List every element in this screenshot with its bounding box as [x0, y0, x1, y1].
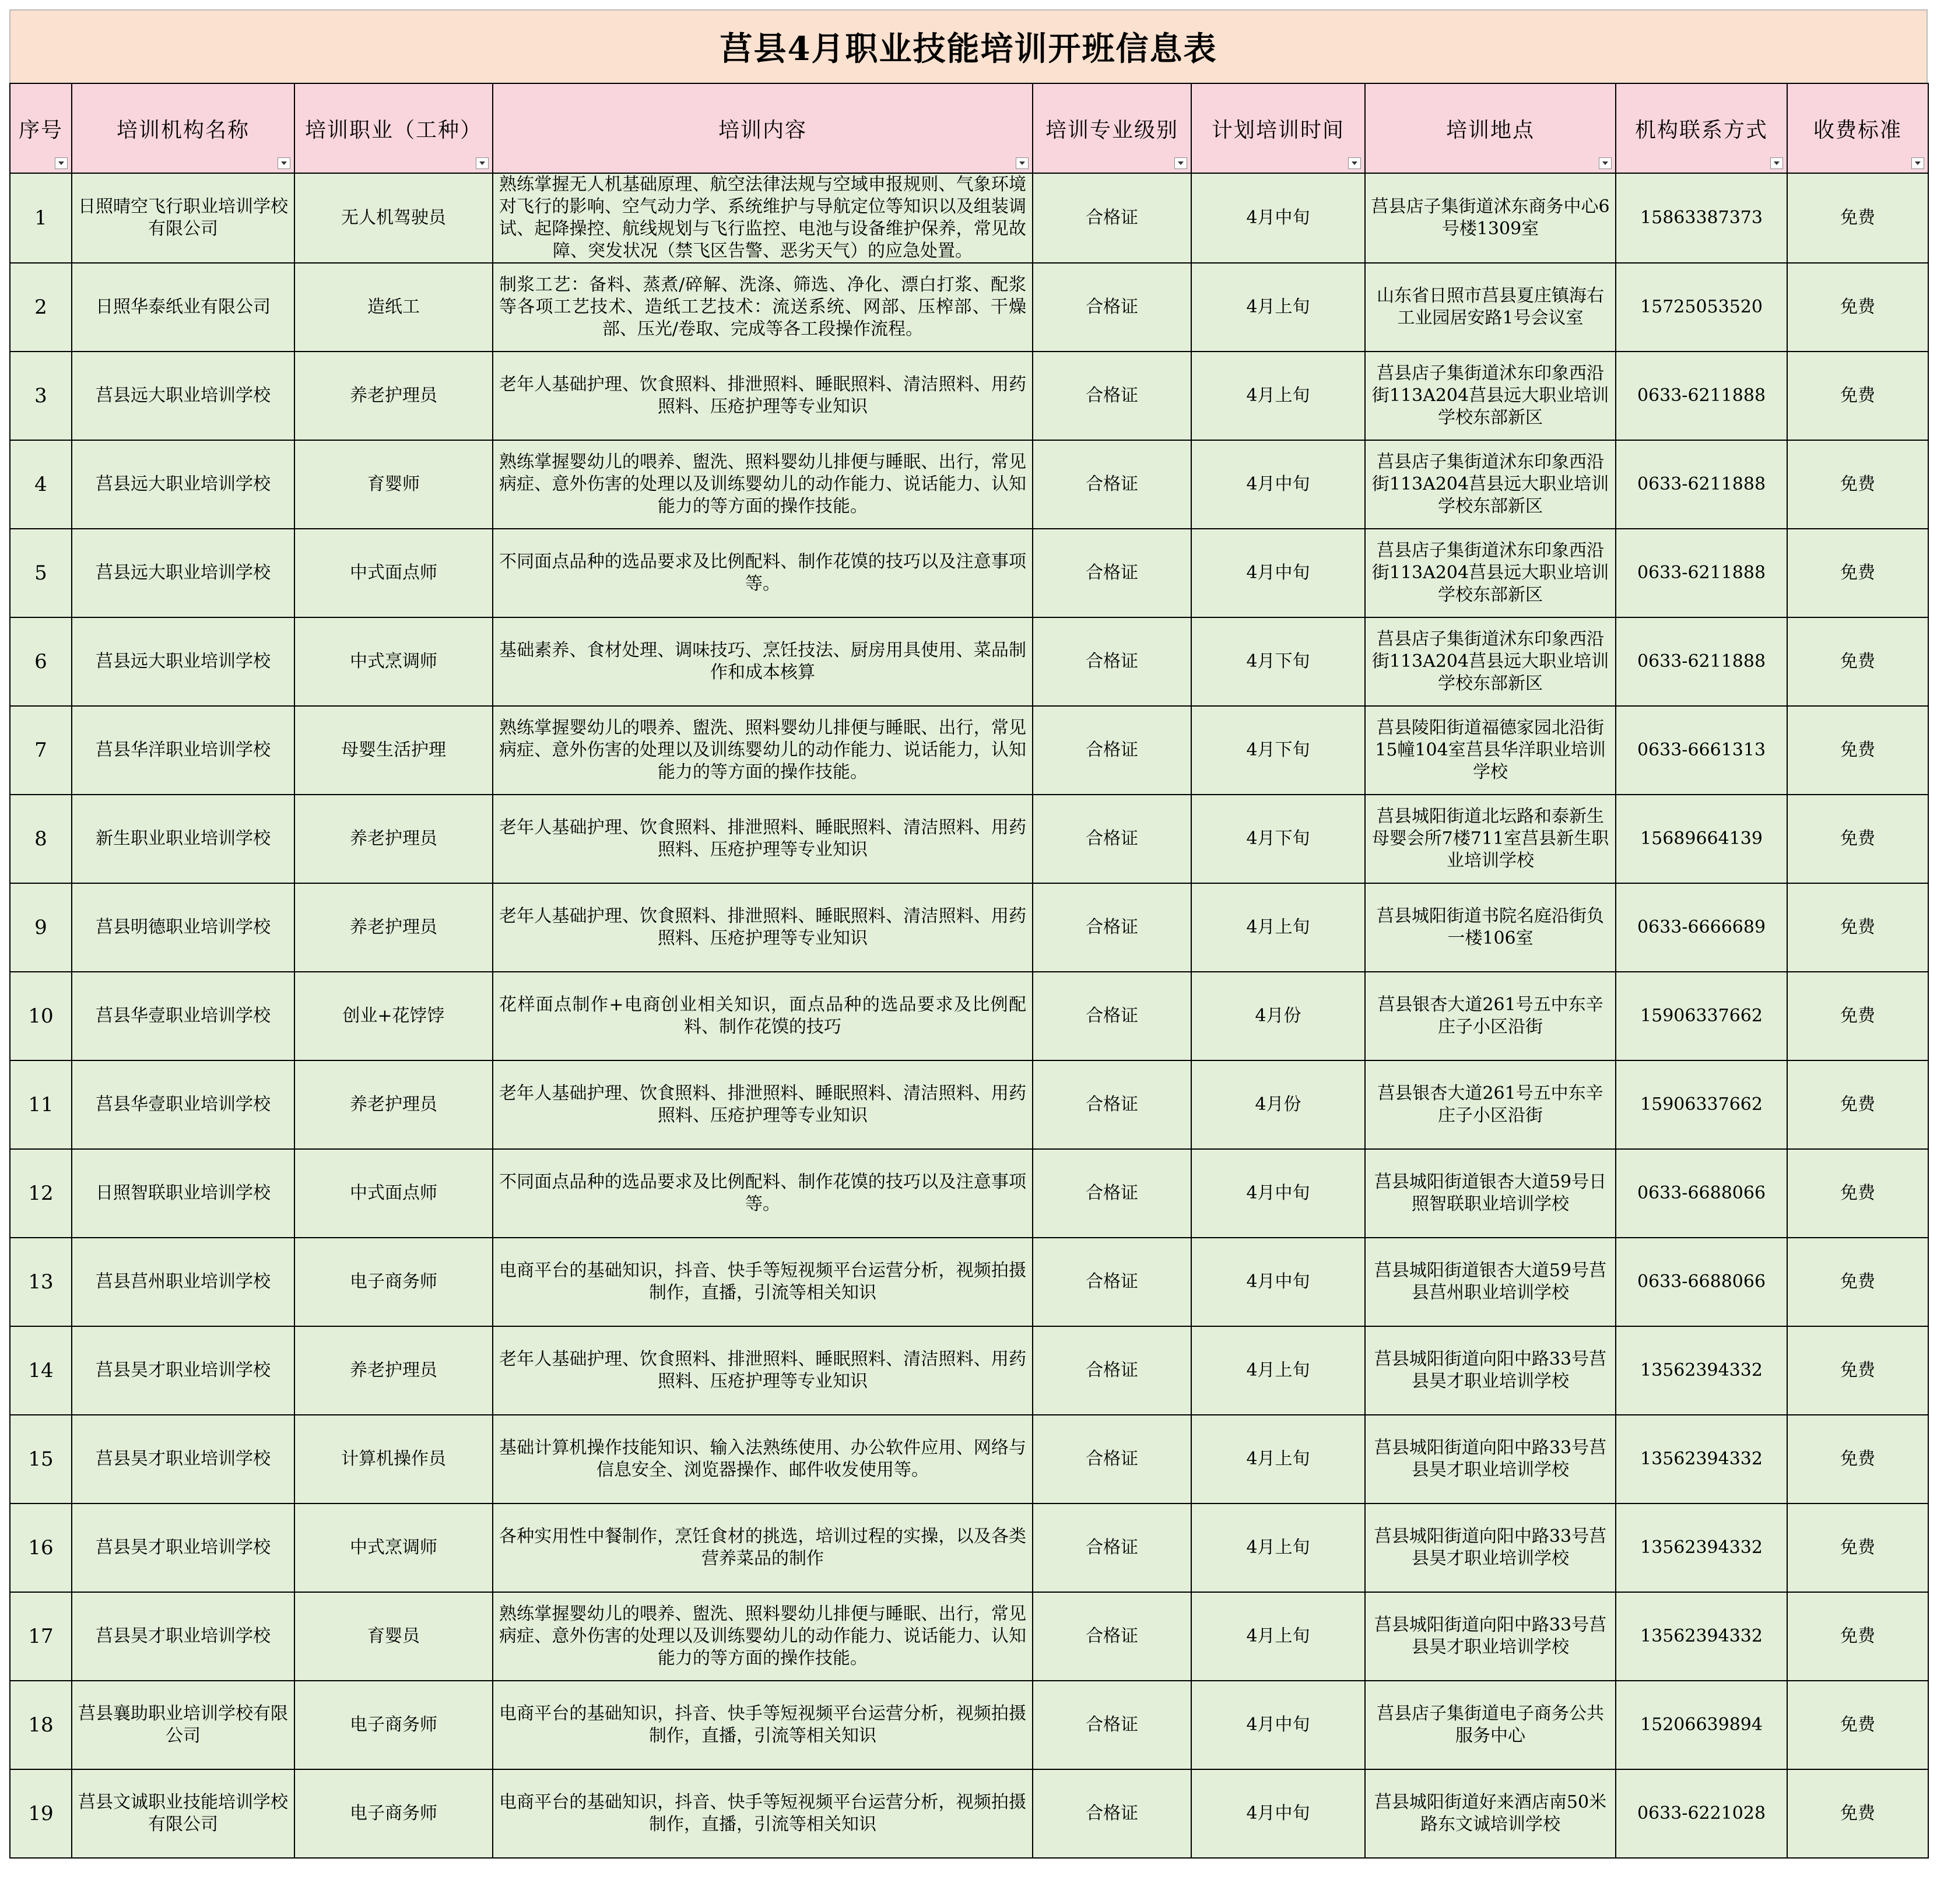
cell-seq[interactable]: 8	[10, 795, 72, 883]
table-row	[10, 1060, 1928, 1149]
cell-seq[interactable]: 9	[10, 883, 72, 972]
cell-org[interactable]: 莒县昊才职业培训学校	[72, 1415, 294, 1503]
cell-place[interactable]: 莒县城阳街道好来酒店南50米路东文诚培训学校	[1365, 1769, 1616, 1858]
cell-content[interactable]: 不同面点品种的选品要求及比例配料、制作花馍的技巧以及注意事项等。	[493, 529, 1033, 617]
header-seq: 序号	[10, 83, 72, 173]
cell-contact[interactable]: 0633-6211888	[1616, 440, 1787, 529]
header-contact: 机构联系方式	[1616, 83, 1787, 173]
header-fee: 收费标准	[1787, 83, 1928, 173]
cell-job[interactable]: 电子商务师	[294, 1769, 493, 1858]
cell-content[interactable]: 熟练掌握婴幼儿的喂养、盥洗、照料婴幼儿排便与睡眠、出行，常见病症、意外伤害的处理以及训练婴幼儿的动作能力、说话能力、认知能力的等方面的操作技能。	[493, 1592, 1033, 1681]
cell-seq[interactable]: 10	[10, 972, 72, 1060]
cell-fee[interactable]: 免费	[1787, 263, 1928, 352]
cell-fee[interactable]: 免费	[1787, 1503, 1928, 1592]
cell-time[interactable]: 4月份	[1191, 972, 1365, 1060]
cell-job[interactable]: 养老护理员	[294, 1060, 493, 1149]
cell-contact[interactable]: 15863387373	[1616, 173, 1787, 263]
header-level: 培训专业级别	[1033, 83, 1191, 173]
cell-content[interactable]: 制浆工艺：备料、蒸煮/碎解、洗涤、筛选、净化、漂白打浆、配浆等各项工艺技术、造纸工艺技术：流送系统、网部、压榨部、干燥部、压光/卷取、完成等各工段操作流程。	[493, 263, 1033, 352]
cell-fee[interactable]: 免费	[1787, 706, 1928, 795]
cell-seq[interactable]: 18	[10, 1681, 72, 1769]
cell-level[interactable]: 合格证	[1033, 1149, 1191, 1238]
cell-place[interactable]: 莒县店子集街道沭东印象西沿街113A204莒县远大职业培训学校东部新区	[1365, 617, 1616, 706]
cell-seq[interactable]: 1	[10, 173, 72, 263]
cell-contact[interactable]: 15906337662	[1616, 972, 1787, 1060]
cell-content[interactable]: 基础计算机操作技能知识、输入法熟练使用、办公软件应用、网络与信息安全、浏览器操作、邮件收发使用等。	[493, 1415, 1033, 1503]
cell-time[interactable]: 4月下旬	[1191, 795, 1365, 883]
cell-seq[interactable]: 11	[10, 1060, 72, 1149]
filter-dropdown-icon[interactable]	[1016, 157, 1029, 169]
cell-fee[interactable]: 免费	[1787, 1238, 1928, 1326]
cell-org[interactable]: 日照华泰纸业有限公司	[72, 263, 294, 352]
filter-dropdown-icon[interactable]	[1599, 157, 1612, 169]
cell-job[interactable]: 养老护理员	[294, 352, 493, 440]
cell-org[interactable]: 莒县华壹职业培训学校	[72, 972, 294, 1060]
cell-level[interactable]: 合格证	[1033, 1326, 1191, 1415]
cell-fee[interactable]: 免费	[1787, 1681, 1928, 1769]
cell-place[interactable]: 莒县城阳街道北坛路和泰新生母婴会所7楼711室莒县新生职业培训学校	[1365, 795, 1616, 883]
cell-time[interactable]: 4月上旬	[1191, 1592, 1365, 1681]
cell-time[interactable]: 4月上旬	[1191, 1503, 1365, 1592]
cell-content[interactable]: 熟练掌握婴幼儿的喂养、盥洗、照料婴幼儿排便与睡眠、出行，常见病症、意外伤害的处理以及训练婴幼儿的动作能力、说话能力，认知能力的等方面的操作技能。	[493, 706, 1033, 795]
table-row	[10, 883, 1928, 972]
cell-fee[interactable]: 免费	[1787, 173, 1928, 263]
cell-contact[interactable]: 0633-6688066	[1616, 1238, 1787, 1326]
cell-job[interactable]: 养老护理员	[294, 795, 493, 883]
cell-seq[interactable]: 19	[10, 1769, 72, 1858]
cell-fee[interactable]: 免费	[1787, 795, 1928, 883]
table-row	[10, 440, 1928, 529]
cell-contact[interactable]: 0633-6221028	[1616, 1769, 1787, 1858]
cell-content[interactable]: 电商平台的基础知识，抖音、快手等短视频平台运营分析，视频拍摄制作，直播，引流等相关知识	[493, 1769, 1033, 1858]
cell-time[interactable]: 4月中旬	[1191, 1149, 1365, 1238]
cell-contact[interactable]: 13562394332	[1616, 1326, 1787, 1415]
cell-org[interactable]: 日照智联职业培训学校	[72, 1149, 294, 1238]
cell-content[interactable]: 花样面点制作+电商创业相关知识，面点品种的选品要求及比例配料、制作花馍的技巧	[493, 972, 1033, 1060]
cell-place[interactable]: 莒县店子集街道沭东印象西沿街113A204莒县远大职业培训学校东部新区	[1365, 529, 1616, 617]
header-row	[10, 83, 1928, 173]
cell-org[interactable]: 莒县昊才职业培训学校	[72, 1326, 294, 1415]
cell-seq[interactable]: 15	[10, 1415, 72, 1503]
cell-time[interactable]: 4月中旬	[1191, 1681, 1365, 1769]
table-row	[10, 1769, 1928, 1858]
cell-time[interactable]: 4月上旬	[1191, 1415, 1365, 1503]
cell-job[interactable]: 电子商务师	[294, 1681, 493, 1769]
cell-place[interactable]: 莒县城阳街道向阳中路33号莒县昊才职业培训学校	[1365, 1503, 1616, 1592]
table-row	[10, 173, 1928, 263]
cell-job[interactable]: 计算机操作员	[294, 1415, 493, 1503]
filter-dropdown-icon[interactable]	[1348, 157, 1361, 169]
cell-seq[interactable]: 17	[10, 1592, 72, 1681]
cell-fee[interactable]: 免费	[1787, 1592, 1928, 1681]
cell-content[interactable]: 基础素养、食材处理、调味技巧、烹饪技法、厨房用具使用、菜品制作和成本核算	[493, 617, 1033, 706]
cell-level[interactable]: 合格证	[1033, 1415, 1191, 1503]
cell-place[interactable]: 山东省日照市莒县夏庄镇海右工业园居安路1号会议室	[1365, 263, 1616, 352]
cell-content[interactable]: 老年人基础护理、饮食照料、排泄照料、睡眠照料、清洁照料、用药照料、压疮护理等专业知识	[493, 352, 1033, 440]
cell-contact[interactable]: 15689664139	[1616, 795, 1787, 883]
cell-level[interactable]: 合格证	[1033, 529, 1191, 617]
cell-seq[interactable]: 7	[10, 706, 72, 795]
cell-org[interactable]: 莒县远大职业培训学校	[72, 440, 294, 529]
cell-seq[interactable]: 6	[10, 617, 72, 706]
table-row	[10, 1503, 1928, 1592]
cell-job[interactable]: 养老护理员	[294, 1326, 493, 1415]
cell-org[interactable]: 莒县明德职业培训学校	[72, 883, 294, 972]
cell-seq[interactable]: 14	[10, 1326, 72, 1415]
cell-content[interactable]: 熟练掌握婴幼儿的喂养、盥洗、照料婴幼儿排便与睡眠、出行，常见病症、意外伤害的处理以及训练婴幼儿的动作能力、说话能力、认知能力的等方面的操作技能。	[493, 440, 1033, 529]
cell-contact[interactable]: 13562394332	[1616, 1592, 1787, 1681]
cell-level[interactable]: 合格证	[1033, 440, 1191, 529]
cell-job[interactable]: 育婴师	[294, 440, 493, 529]
cell-level[interactable]: 合格证	[1033, 795, 1191, 883]
cell-level[interactable]: 合格证	[1033, 352, 1191, 440]
table-row	[10, 263, 1928, 352]
cell-job[interactable]: 中式烹调师	[294, 1503, 493, 1592]
cell-content[interactable]: 各种实用性中餐制作，烹饪食材的挑选，培训过程的实操，以及各类营养菜品的制作	[493, 1503, 1033, 1592]
cell-level[interactable]: 合格证	[1033, 1238, 1191, 1326]
cell-level[interactable]: 合格证	[1033, 883, 1191, 972]
table-row	[10, 352, 1928, 440]
filter-dropdown-icon[interactable]	[1174, 157, 1187, 169]
cell-content[interactable]: 老年人基础护理、饮食照料、排泄照料、睡眠照料、清洁照料、用药照料、压疮护理等专业知识	[493, 1060, 1033, 1149]
table-row	[10, 1415, 1928, 1503]
cell-fee[interactable]: 免费	[1787, 1769, 1928, 1858]
cell-contact[interactable]: 15906337662	[1616, 1060, 1787, 1149]
cell-content[interactable]: 熟练掌握无人机基础原理、航空法律法规与空域申报规则、气象环境对飞行的影响、空气动力学、系统维护与导航定位等知识以及组装调试、起降操控、航线规划与飞行监控、电池与设备维护保养，常见故障、突发状况（禁飞区告警、恶劣天气）的应急处置。	[493, 173, 1033, 263]
filter-dropdown-icon[interactable]	[1770, 157, 1783, 169]
cell-job[interactable]: 养老护理员	[294, 883, 493, 972]
cell-time[interactable]: 4月中旬	[1191, 1769, 1365, 1858]
cell-time[interactable]: 4月上旬	[1191, 263, 1365, 352]
cell-org[interactable]: 莒县襄助职业培训学校有限公司	[72, 1681, 294, 1769]
cell-contact[interactable]: 0633-6688066	[1616, 1149, 1787, 1238]
header-job: 培训职业（工种）	[294, 83, 493, 173]
cell-place[interactable]: 莒县店子集街道电子商务公共服务中心	[1365, 1681, 1616, 1769]
cell-org[interactable]: 莒县昊才职业培训学校	[72, 1503, 294, 1592]
cell-place[interactable]: 莒县店子集街道沭东印象西沿街113A204莒县远大职业培训学校东部新区	[1365, 352, 1616, 440]
cell-time[interactable]: 4月中旬	[1191, 1238, 1365, 1326]
cell-place[interactable]: 莒县城阳街道向阳中路33号莒县昊才职业培训学校	[1365, 1592, 1616, 1681]
cell-fee[interactable]: 免费	[1787, 883, 1928, 972]
cell-org[interactable]: 莒县莒州职业培训学校	[72, 1238, 294, 1326]
table-row	[10, 1592, 1928, 1681]
cell-level[interactable]: 合格证	[1033, 972, 1191, 1060]
cell-seq[interactable]: 16	[10, 1503, 72, 1592]
cell-job[interactable]: 母婴生活护理	[294, 706, 493, 795]
cell-place[interactable]: 莒县银杏大道261号五中东辛庄子小区沿街	[1365, 972, 1616, 1060]
cell-org[interactable]: 莒县文诚职业技能培训学校有限公司	[72, 1769, 294, 1858]
cell-org[interactable]: 莒县昊才职业培训学校	[72, 1592, 294, 1681]
cell-org[interactable]: 莒县远大职业培训学校	[72, 617, 294, 706]
cell-level[interactable]: 合格证	[1033, 1503, 1191, 1592]
cell-place[interactable]: 莒县店子集街道沭东商务中心6号楼1309室	[1365, 173, 1616, 263]
cell-job[interactable]: 电子商务师	[294, 1238, 493, 1326]
cell-level[interactable]: 合格证	[1033, 173, 1191, 263]
cell-fee[interactable]: 免费	[1787, 1149, 1928, 1238]
cell-content[interactable]: 电商平台的基础知识，抖音、快手等短视频平台运营分析，视频拍摄制作，直播，引流等相关知识	[493, 1681, 1033, 1769]
table-row	[10, 972, 1928, 1060]
cell-job[interactable]: 无人机驾驶员	[294, 173, 493, 263]
cell-seq[interactable]: 12	[10, 1149, 72, 1238]
cell-fee[interactable]: 免费	[1787, 1060, 1928, 1149]
cell-org[interactable]: 莒县远大职业培训学校	[72, 529, 294, 617]
cell-fee[interactable]: 免费	[1787, 352, 1928, 440]
sheet-title: 莒县4月职业技能培训开班信息表	[9, 9, 1928, 83]
cell-fee[interactable]: 免费	[1787, 617, 1928, 706]
header-place: 培训地点	[1365, 83, 1616, 173]
cell-contact[interactable]: 0633-6211888	[1616, 617, 1787, 706]
cell-contact[interactable]: 13562394332	[1616, 1503, 1787, 1592]
cell-content[interactable]: 不同面点品种的选品要求及比例配料、制作花馍的技巧以及注意事项等。	[493, 1149, 1033, 1238]
table-row	[10, 1681, 1928, 1769]
table-row	[10, 795, 1928, 883]
cell-org[interactable]: 莒县华洋职业培训学校	[72, 706, 294, 795]
cell-job[interactable]: 创业+花饽饽	[294, 972, 493, 1060]
cell-level[interactable]: 合格证	[1033, 617, 1191, 706]
table-row	[10, 617, 1928, 706]
cell-contact[interactable]: 0633-6211888	[1616, 352, 1787, 440]
cell-content[interactable]: 老年人基础护理、饮食照料、排泄照料、睡眠照料、清洁照料、用药照料、压疮护理等专业知识	[493, 795, 1033, 883]
table-row	[10, 1238, 1928, 1326]
filter-dropdown-icon[interactable]	[55, 157, 68, 169]
cell-level[interactable]: 合格证	[1033, 1681, 1191, 1769]
cell-place[interactable]: 莒县银杏大道261号五中东辛庄子小区沿街	[1365, 1060, 1616, 1149]
cell-fee[interactable]: 免费	[1787, 1415, 1928, 1503]
cell-content[interactable]: 老年人基础护理、饮食照料、排泄照料、睡眠照料、清洁照料、用药照料、压疮护理等专业知识	[493, 1326, 1033, 1415]
cell-place[interactable]: 莒县城阳街道向阳中路33号莒县昊才职业培训学校	[1365, 1415, 1616, 1503]
cell-job[interactable]: 中式面点师	[294, 1149, 493, 1238]
table-row	[10, 706, 1928, 795]
cell-time[interactable]: 4月上旬	[1191, 883, 1365, 972]
cell-time[interactable]: 4月中旬	[1191, 173, 1365, 263]
cell-time[interactable]: 4月中旬	[1191, 529, 1365, 617]
cell-seq[interactable]: 5	[10, 529, 72, 617]
cell-level[interactable]: 合格证	[1033, 263, 1191, 352]
cell-place[interactable]: 莒县店子集街道沭东印象西沿街113A204莒县远大职业培训学校东部新区	[1365, 440, 1616, 529]
cell-job[interactable]: 中式烹调师	[294, 617, 493, 706]
cell-place[interactable]: 莒县城阳街道向阳中路33号莒县昊才职业培训学校	[1365, 1326, 1616, 1415]
spreadsheet	[9, 9, 1928, 1859]
table-body	[10, 173, 1928, 1858]
cell-fee[interactable]: 免费	[1787, 972, 1928, 1060]
cell-seq[interactable]: 4	[10, 440, 72, 529]
header-content: 培训内容	[493, 83, 1033, 173]
cell-place[interactable]: 莒县城阳街道银杏大道59号莒县莒州职业培训学校	[1365, 1238, 1616, 1326]
header-org: 培训机构名称	[72, 83, 294, 173]
cell-place[interactable]: 莒县陵阳街道福德家园北沿街15幢104室莒县华洋职业培训学校	[1365, 706, 1616, 795]
cell-contact[interactable]: 0633-6661313	[1616, 706, 1787, 795]
cell-content[interactable]: 老年人基础护理、饮食照料、排泄照料、睡眠照料、清洁照料、用药照料、压疮护理等专业知识	[493, 883, 1033, 972]
cell-fee[interactable]: 免费	[1787, 1326, 1928, 1415]
cell-contact[interactable]: 0633-6666689	[1616, 883, 1787, 972]
cell-org[interactable]: 新生职业职业培训学校	[72, 795, 294, 883]
cell-time[interactable]: 4月份	[1191, 1060, 1365, 1149]
filter-dropdown-icon[interactable]	[1911, 157, 1924, 169]
cell-org[interactable]: 日照晴空飞行职业培训学校有限公司	[72, 173, 294, 263]
cell-seq[interactable]: 13	[10, 1238, 72, 1326]
cell-contact[interactable]: 15725053520	[1616, 263, 1787, 352]
cell-time[interactable]: 4月下旬	[1191, 617, 1365, 706]
filter-dropdown-icon[interactable]	[476, 157, 489, 169]
cell-fee[interactable]: 免费	[1787, 440, 1928, 529]
cell-content[interactable]: 电商平台的基础知识，抖音、快手等短视频平台运营分析，视频拍摄制作，直播，引流等相关知识	[493, 1238, 1033, 1326]
cell-level[interactable]: 合格证	[1033, 1769, 1191, 1858]
cell-seq[interactable]: 2	[10, 263, 72, 352]
cell-place[interactable]: 莒县城阳街道书院名庭沿街负一楼106室	[1365, 883, 1616, 972]
table-row	[10, 1149, 1928, 1238]
cell-level[interactable]: 合格证	[1033, 1060, 1191, 1149]
cell-level[interactable]: 合格证	[1033, 1592, 1191, 1681]
cell-contact[interactable]: 13562394332	[1616, 1415, 1787, 1503]
cell-contact[interactable]: 0633-6211888	[1616, 529, 1787, 617]
training-table	[9, 83, 1929, 1859]
cell-job[interactable]: 造纸工	[294, 263, 493, 352]
cell-place[interactable]: 莒县城阳街道银杏大道59号日照智联职业培训学校	[1365, 1149, 1616, 1238]
table-row	[10, 1326, 1928, 1415]
cell-contact[interactable]: 15206639894	[1616, 1681, 1787, 1769]
cell-time[interactable]: 4月中旬	[1191, 440, 1365, 529]
cell-org[interactable]: 莒县远大职业培训学校	[72, 352, 294, 440]
cell-level[interactable]: 合格证	[1033, 706, 1191, 795]
header-time: 计划培训时间	[1191, 83, 1365, 173]
cell-job[interactable]: 育婴员	[294, 1592, 493, 1681]
cell-time[interactable]: 4月上旬	[1191, 352, 1365, 440]
filter-dropdown-icon[interactable]	[278, 157, 290, 169]
cell-org[interactable]: 莒县华壹职业培训学校	[72, 1060, 294, 1149]
table-row	[10, 529, 1928, 617]
cell-seq[interactable]: 3	[10, 352, 72, 440]
cell-time[interactable]: 4月上旬	[1191, 1326, 1365, 1415]
cell-time[interactable]: 4月下旬	[1191, 706, 1365, 795]
cell-fee[interactable]: 免费	[1787, 529, 1928, 617]
cell-job[interactable]: 中式面点师	[294, 529, 493, 617]
